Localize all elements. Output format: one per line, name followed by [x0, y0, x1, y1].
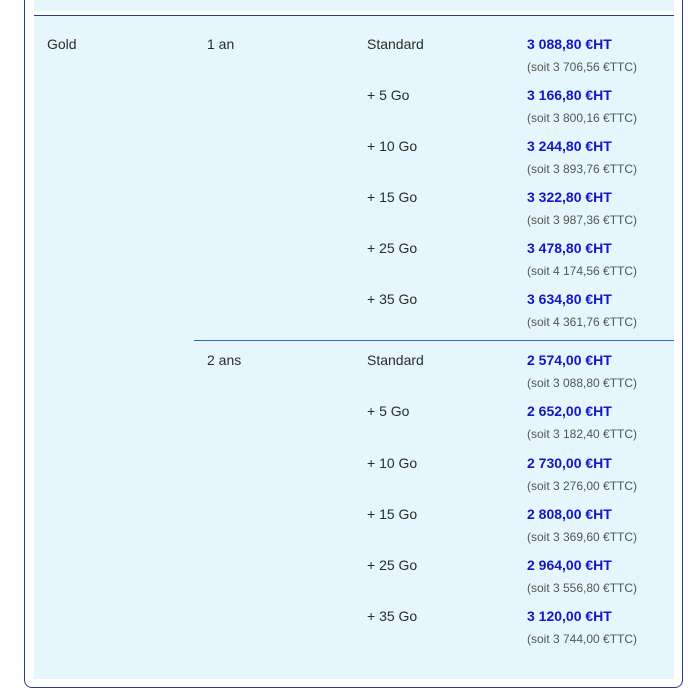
- option-label: + 35 Go: [367, 291, 418, 307]
- price-ttc: (soit 4 361,76 €TTC): [527, 315, 638, 329]
- price-ttc: (soit 3 182,40 €TTC): [527, 427, 638, 441]
- option-label: + 15 Go: [367, 189, 418, 205]
- plan-name: Gold: [47, 36, 77, 52]
- price-ht: 3 166,80 €HT: [527, 87, 612, 103]
- price-ttc: (soit 3 276,00 €TTC): [527, 479, 638, 493]
- price-ttc: (soit 3 706,56 €TTC): [527, 60, 638, 74]
- price-ttc: (soit 3 893,76 €TTC): [527, 162, 638, 176]
- price-ht: 3 120,00 €HT: [527, 608, 612, 624]
- price-ht: 2 574,00 €HT: [527, 352, 612, 368]
- price-ht: 3 088,80 €HT: [527, 36, 612, 52]
- price-ttc: (soit 3 800,16 €TTC): [527, 111, 638, 125]
- option-label: Standard: [367, 352, 424, 368]
- price-ttc: (soit 3 088,80 €TTC): [527, 376, 638, 390]
- price-ttc: (soit 3 369,60 €TTC): [527, 530, 638, 544]
- price-ttc: (soit 3 987,36 €TTC): [527, 213, 638, 227]
- option-label: + 35 Go: [367, 608, 418, 624]
- option-label: + 25 Go: [367, 240, 418, 256]
- price-ht: 2 964,00 €HT: [527, 557, 612, 573]
- top-divider: [34, 15, 674, 16]
- option-label: + 5 Go: [367, 403, 410, 419]
- option-label: + 10 Go: [367, 455, 418, 471]
- price-ht: 2 730,00 €HT: [527, 455, 612, 471]
- price-ttc: (soit 3 744,00 €TTC): [527, 632, 638, 646]
- price-ht: 3 244,80 €HT: [527, 138, 612, 154]
- price-ht: 3 322,80 €HT: [527, 189, 612, 205]
- price-ht: 3 634,80 €HT: [527, 291, 612, 307]
- pricing-table-top-band: [34, 0, 674, 15]
- option-label: + 25 Go: [367, 557, 418, 573]
- duration-divider: [194, 340, 674, 341]
- option-label: + 10 Go: [367, 138, 418, 154]
- price-ht: 2 652,00 €HT: [527, 403, 612, 419]
- duration-label-1-an: 1 an: [207, 36, 235, 52]
- option-label: + 5 Go: [367, 87, 410, 103]
- price-ht: 3 478,80 €HT: [527, 240, 612, 256]
- price-ttc: (soit 3 556,80 €TTC): [527, 581, 638, 595]
- option-label: + 15 Go: [367, 506, 418, 522]
- price-ht: 2 808,00 €HT: [527, 506, 612, 522]
- option-label: Standard: [367, 36, 424, 52]
- price-ttc: (soit 4 174,56 €TTC): [527, 264, 638, 278]
- duration-label-2-ans: 2 ans: [207, 352, 242, 368]
